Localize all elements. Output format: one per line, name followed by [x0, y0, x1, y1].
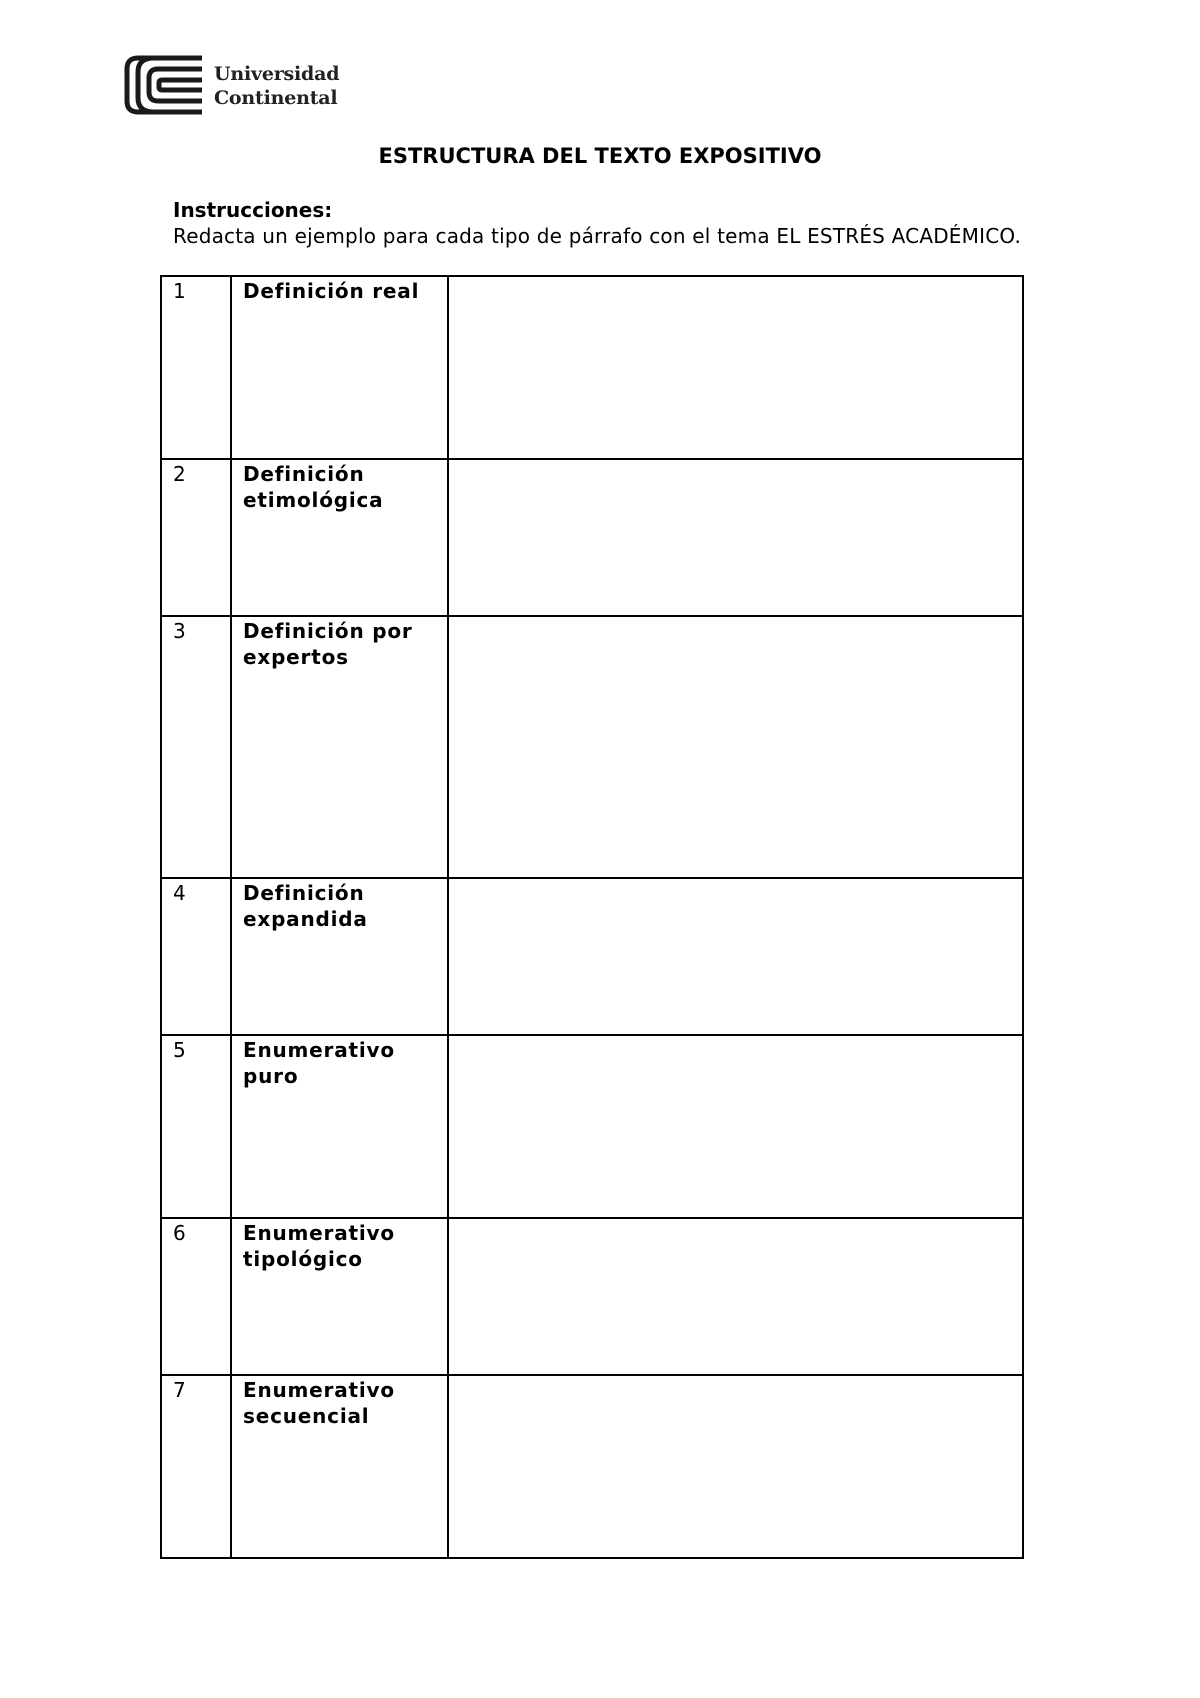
exercise-table: [160, 275, 1024, 1559]
row-label: Definición expandida: [231, 878, 448, 1035]
answer-cell[interactable]: [448, 276, 1023, 459]
table-row: [161, 1035, 1023, 1218]
answer-cell[interactable]: [448, 1035, 1023, 1218]
row-label: Definición por expertos: [231, 616, 448, 878]
row-number: 7: [161, 1375, 231, 1558]
table-row: [161, 459, 1023, 616]
answer-cell[interactable]: [448, 1218, 1023, 1375]
logo-wordmark: [214, 62, 339, 110]
page-title: ESTRUCTURA DEL TEXTO EXPOSITIVO: [378, 144, 822, 168]
row-label: Enumerativo puro: [231, 1035, 448, 1218]
table-row: [161, 276, 1023, 459]
table-row: [161, 878, 1023, 1035]
answer-cell[interactable]: [448, 1375, 1023, 1558]
row-number: 4: [161, 878, 231, 1035]
university-logo: [124, 54, 340, 116]
answer-cell[interactable]: [448, 616, 1023, 878]
row-label: Enumerativo secuencial: [231, 1375, 448, 1558]
table-row: [161, 1218, 1023, 1375]
row-number: 5: [161, 1035, 231, 1218]
table-row: [161, 1375, 1023, 1558]
row-label: Definición etimológica: [231, 459, 448, 616]
logo-line-1: Universidad: [214, 63, 340, 85]
answer-cell[interactable]: [448, 878, 1023, 1035]
row-number: 6: [161, 1218, 231, 1375]
table-row: [161, 616, 1023, 878]
row-label: Enumerativo tipológico: [231, 1218, 448, 1375]
row-number: 3: [161, 616, 231, 878]
row-number: 1: [161, 276, 231, 459]
row-label: Definición real: [231, 276, 448, 459]
row-number: 2: [161, 459, 231, 616]
logo-line-2: Continental: [214, 87, 338, 109]
universidad-continental-logo-icon: [124, 54, 208, 116]
answer-cell[interactable]: [448, 459, 1023, 616]
instructions-text: Redacta un ejemplo para cada tipo de párrafo con el tema EL ESTRÉS ACADÉMICO.: [173, 224, 1022, 248]
instructions-label: Instrucciones:: [173, 198, 333, 222]
